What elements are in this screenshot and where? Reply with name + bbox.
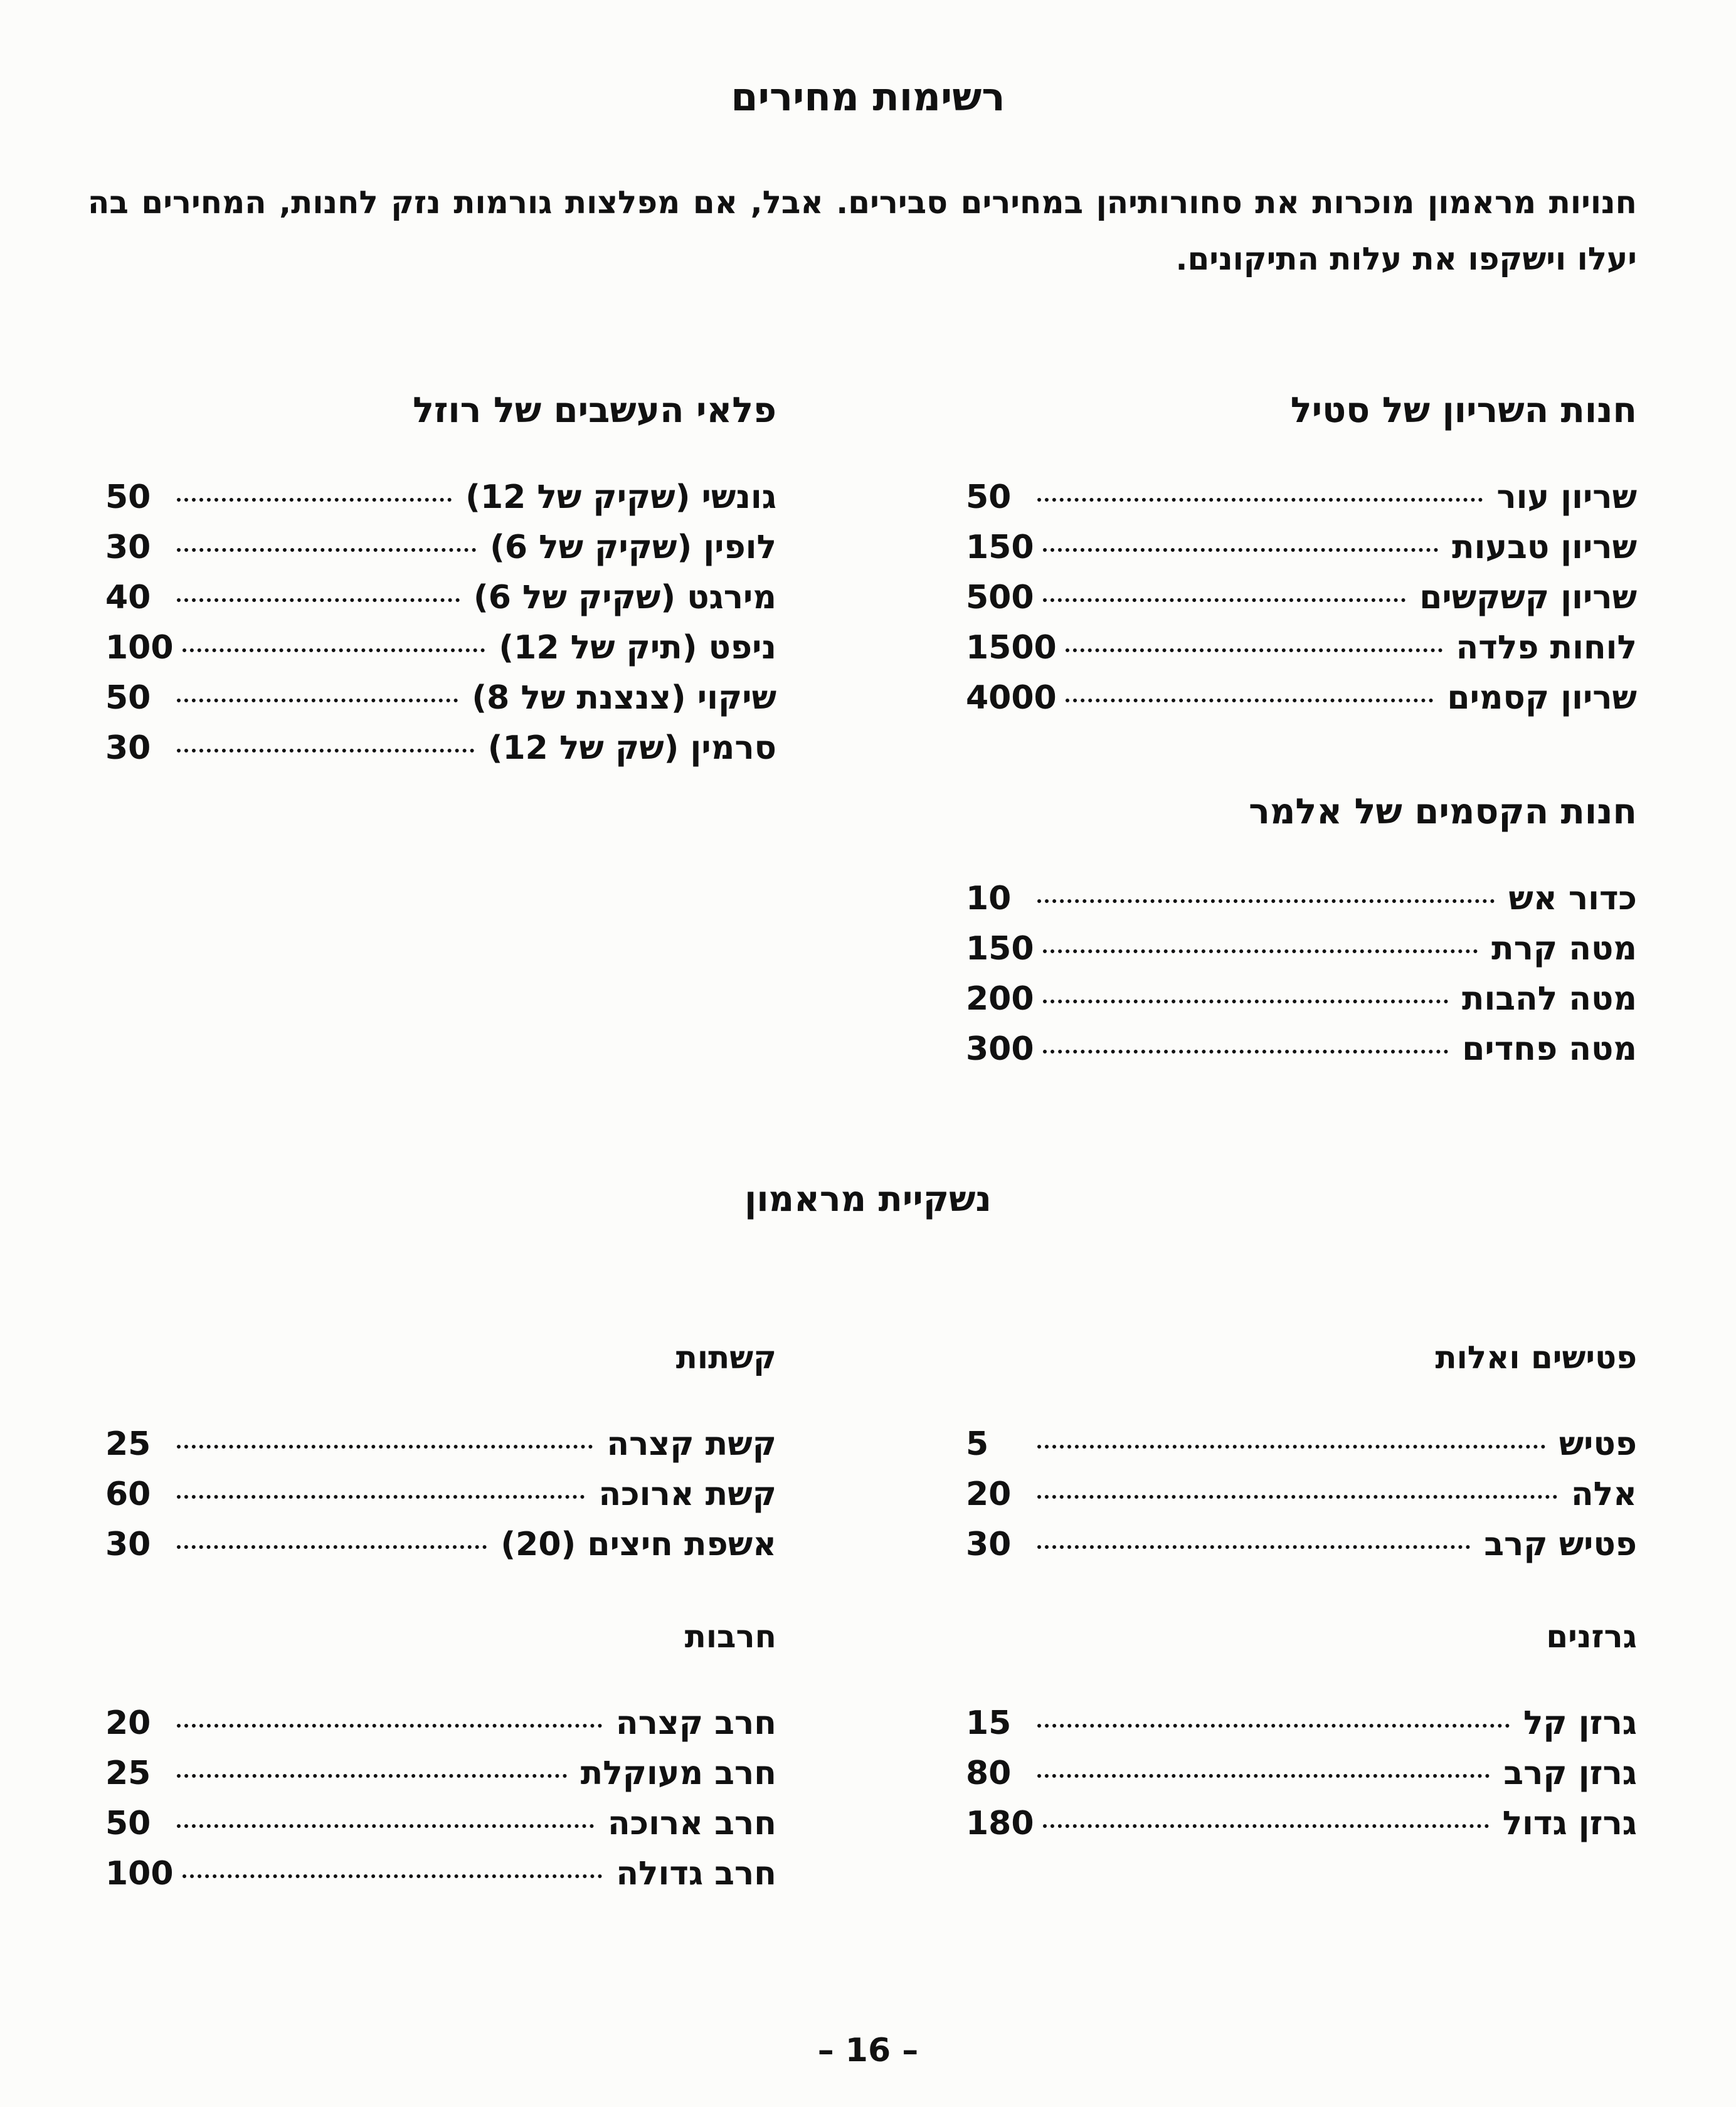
item-price: 50: [105, 679, 151, 717]
price-row: [105, 623, 776, 673]
price-row: [105, 673, 776, 723]
item-price: 30: [966, 1526, 1012, 1563]
dot-leader: [1043, 598, 1406, 602]
item-name: אשפת חיצים (20): [500, 1526, 776, 1563]
item-price: 500: [966, 579, 1034, 616]
item-name: מטה פחדים: [1462, 1030, 1637, 1068]
item-name: אלה: [1570, 1476, 1637, 1513]
herb-shop-heading: פלאי העשבים של רוזל: [413, 390, 776, 431]
price-row: [966, 924, 1637, 974]
price-row: [966, 974, 1637, 1024]
armory-heading: נשקיית מראמון: [744, 1179, 992, 1220]
swords-heading: חרבות: [684, 1619, 776, 1655]
item-price: 10: [966, 880, 1012, 917]
price-row: [966, 1024, 1637, 1074]
price-row: [105, 472, 776, 522]
dot-leader: [1037, 899, 1495, 903]
price-row: [105, 1798, 776, 1849]
axes-heading: גרזנים: [1546, 1619, 1637, 1655]
herb-price-list: [105, 472, 776, 773]
dot-leader: [1043, 548, 1439, 552]
item-price: 60: [105, 1476, 151, 1513]
item-price: 100: [105, 629, 174, 667]
dot-leader: [1037, 1445, 1545, 1449]
item-price: 30: [105, 529, 151, 566]
armor-shop-section: [966, 386, 1637, 723]
dot-leader: [177, 548, 476, 552]
dot-leader: [177, 749, 474, 752]
item-name: גונשי (שקיק של 12): [465, 478, 776, 516]
item-price: 5: [966, 1425, 989, 1463]
swords-section: [105, 1612, 776, 1899]
price-row: [966, 1698, 1637, 1748]
item-name: מירגט (שקיק של 6): [473, 579, 776, 616]
item-price: 4000: [966, 679, 1057, 717]
price-row: [105, 1849, 776, 1899]
item-price: 300: [966, 1030, 1034, 1068]
item-name: גרזן קל: [1523, 1704, 1637, 1742]
price-row: [105, 1519, 776, 1570]
item-price: 30: [105, 729, 151, 767]
dot-leader: [1043, 1000, 1448, 1003]
dot-leader: [177, 1774, 567, 1778]
price-row: [966, 522, 1637, 573]
dot-leader: [1043, 1050, 1449, 1054]
dot-leader: [1037, 1774, 1490, 1778]
hammers-section: [966, 1333, 1637, 1570]
swords-price-list: [105, 1698, 776, 1899]
item-price: 20: [966, 1476, 1012, 1513]
item-name: לוחות פלדה: [1456, 629, 1637, 667]
dot-leader: [1037, 1724, 1510, 1728]
item-price: 1500: [966, 629, 1057, 667]
dot-leader: [177, 1545, 487, 1549]
item-price: 50: [966, 478, 1012, 516]
item-name: חרב קצרה: [615, 1704, 776, 1742]
item-name: שריון טבעות: [1452, 529, 1637, 566]
item-price: 40: [105, 579, 151, 616]
magic-price-list: [966, 874, 1637, 1074]
intro-paragraph: חנויות מראמון מוכרות את סחורותיהן במחירים סבירים. אבל, אם מפלצות גורמות נזק לחנות, המחירים בה יעלו וישקפו את עלות התיקונים.: [88, 184, 1637, 277]
hammers-price-list: [966, 1419, 1637, 1570]
price-row: [966, 874, 1637, 924]
bows-price-list: [105, 1419, 776, 1570]
item-name: מטה להבות: [1461, 980, 1637, 1018]
item-name: שיקוי (צנצנת של 8): [472, 679, 776, 717]
item-name: שריון עור: [1496, 478, 1637, 516]
item-name: קשת ארוכה: [598, 1476, 776, 1513]
item-price: 50: [105, 478, 151, 516]
dot-leader: [1043, 1824, 1489, 1828]
dot-leader: [177, 1445, 593, 1449]
dot-leader: [177, 699, 458, 702]
dot-leader: [1037, 498, 1483, 502]
price-row: [966, 1798, 1637, 1849]
price-row: [105, 1748, 776, 1798]
item-name: פטיש קרב: [1484, 1526, 1637, 1563]
armor-price-list: [966, 472, 1637, 723]
price-row: [966, 673, 1637, 723]
price-row: [966, 472, 1637, 522]
item-name: חרב ארוכה: [607, 1805, 776, 1842]
dot-leader: [1066, 699, 1434, 702]
item-price: 150: [966, 930, 1034, 968]
axes-section: [966, 1612, 1637, 1849]
dot-leader: [177, 1824, 594, 1828]
price-row: [966, 623, 1637, 673]
price-row: [105, 1419, 776, 1469]
item-name: מטה קרת: [1491, 930, 1637, 968]
item-name: שריון קשקשים: [1419, 579, 1637, 616]
item-price: 150: [966, 529, 1034, 566]
item-price: 50: [105, 1805, 151, 1842]
price-row: [966, 1748, 1637, 1798]
item-name: פטיש: [1559, 1425, 1637, 1463]
bows-section: [105, 1333, 776, 1570]
item-price: 200: [966, 980, 1034, 1018]
dot-leader: [177, 598, 460, 602]
price-row: [105, 522, 776, 573]
item-name: כדור אש: [1508, 880, 1637, 917]
axes-price-list: [966, 1698, 1637, 1849]
price-row: [105, 1698, 776, 1748]
item-price: 15: [966, 1704, 1012, 1742]
item-price: 25: [105, 1755, 151, 1792]
item-name: גרזן קרב: [1503, 1755, 1637, 1792]
item-name: שריון קסמים: [1447, 679, 1637, 717]
item-name: חרב גדולה: [616, 1855, 776, 1893]
price-row: [105, 1469, 776, 1519]
armor-shop-heading: חנות השריון של סטיל: [1290, 390, 1637, 431]
magic-shop-heading: חנות הקסמים של אלמר: [1249, 791, 1637, 832]
item-name: ניפט (תיק של 12): [499, 629, 776, 667]
item-name: חרב מעוקלת: [580, 1755, 776, 1792]
dot-leader: [177, 1495, 585, 1499]
item-name: קשת קצרה: [606, 1425, 776, 1463]
item-price: 30: [105, 1526, 151, 1563]
dot-leader: [1037, 1495, 1557, 1499]
item-price: 100: [105, 1855, 174, 1893]
hammers-heading: פטישים ואלות: [1435, 1339, 1637, 1376]
dot-leader: [177, 1724, 602, 1728]
price-row: [966, 1469, 1637, 1519]
page-number: – 16 –: [817, 2032, 919, 2069]
bows-heading: קשתות: [675, 1339, 776, 1376]
item-price: 25: [105, 1425, 151, 1463]
item-price: 20: [105, 1704, 151, 1742]
dot-leader: [183, 1874, 603, 1878]
dot-leader: [183, 648, 485, 652]
price-row: [105, 573, 776, 623]
item-name: סרמין (שק של 12): [487, 729, 776, 767]
dot-leader: [1037, 1545, 1470, 1549]
dot-leader: [177, 498, 452, 502]
magic-shop-section: [966, 787, 1637, 1074]
item-price: 80: [966, 1755, 1012, 1792]
item-name: גרזן גדול: [1502, 1805, 1637, 1842]
dot-leader: [1066, 648, 1442, 652]
price-row: [966, 1519, 1637, 1570]
item-name: לופין (שקיק של 6): [490, 529, 776, 566]
price-row: [966, 1419, 1637, 1469]
page-title: רשימות מחירים: [731, 74, 1005, 120]
price-row: [105, 723, 776, 773]
dot-leader: [1043, 949, 1478, 953]
item-price: 180: [966, 1805, 1034, 1842]
price-row: [966, 573, 1637, 623]
herb-shop-section: [105, 386, 776, 773]
